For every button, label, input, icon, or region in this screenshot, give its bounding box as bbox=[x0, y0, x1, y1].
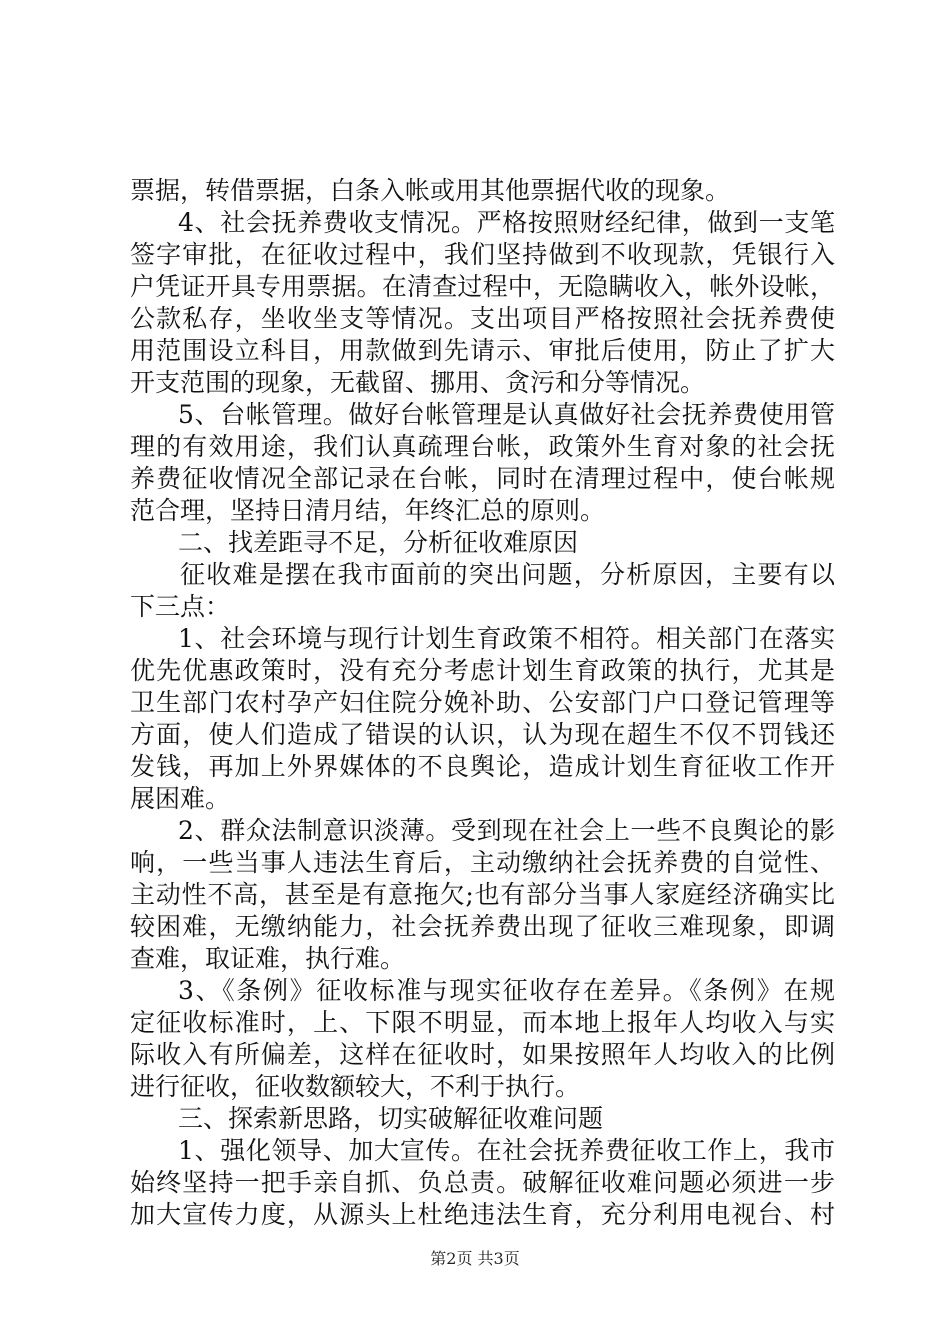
text-line: 签字审批，在征收过程中，我们坚持做到不收现款，凭银行入 bbox=[130, 240, 835, 269]
text-line: 发钱，再加上外界媒体的不良舆论，造成计划生育征收工作开 bbox=[130, 752, 835, 781]
text-line: 1、社会环境与现行计划生育政策不相符。相关部门在落实 bbox=[178, 624, 835, 653]
text-line: 养费征收情况全部记录在台帐，同时在清理过程中，使台帐规 bbox=[130, 464, 835, 493]
page-footer: 第2页 共3页 bbox=[430, 1249, 520, 1268]
text-line: 开支范围的现象，无截留、挪用、贪污和分等情况。 bbox=[130, 368, 706, 397]
text-line: 下三点： bbox=[130, 592, 231, 621]
text-line: 用范围设立科目，用款做到先请示、审批后使用，防止了扩大 bbox=[130, 336, 835, 365]
text-line: 展困难。 bbox=[130, 784, 231, 813]
text-line: 征收难是摆在我市面前的突出问题，分析原因，主要有以 bbox=[180, 560, 835, 589]
text-line: 方面，使人们造成了错误的认识，认为现在超生不仅不罚钱还 bbox=[130, 720, 835, 749]
text-line: 理的有效用途，我们认真疏理台帐，政策外生育对象的社会抚 bbox=[130, 432, 835, 461]
text-line: 始终坚持一把手亲自抓、负总责。破解征收难问题必须进一步 bbox=[130, 1168, 835, 1197]
text-line: 际收入有所偏差，这样在征收时，如果按照年人均收入的比例 bbox=[130, 1040, 835, 1069]
text-line: 公款私存，坐收坐支等情况。支出项目严格按照社会抚养费使 bbox=[130, 304, 835, 333]
section-heading: 三、探索新思路，切实破解征收难问题 bbox=[178, 1104, 604, 1133]
text-line: 查难，取证难，执行难。 bbox=[130, 944, 406, 973]
text-line: 1、强化领导、加大宣传。在社会抚养费征收工作上，我市 bbox=[178, 1136, 835, 1165]
text-line: 2、群众法制意识淡薄。受到现在社会上一些不良舆论的影 bbox=[178, 816, 835, 845]
text-line: 票据，转借票据，白条入帐或用其他票据代收的现象。 bbox=[130, 176, 731, 205]
text-line: 4、社会抚养费收支情况。严格按照财经纪律，做到一支笔 bbox=[178, 208, 835, 237]
text-line: 户凭证开具专用票据。在清查过程中，无隐瞒收入，帐外设帐， bbox=[130, 272, 835, 301]
text-line: 主动性不高，甚至是有意拖欠;也有部分当事人家庭经济确实比 bbox=[130, 880, 835, 909]
text-line: 加大宣传力度，从源头上杜绝违法生育，充分利用电视台、村 bbox=[130, 1200, 835, 1229]
text-line: 响，一些当事人违法生育后，主动缴纳社会抚养费的自觉性、 bbox=[130, 848, 835, 877]
section-heading: 二、找差距寻不足，分析征收难原因 bbox=[178, 528, 579, 557]
text-line: 5、台帐管理。做好台帐管理是认真做好社会抚养费使用管 bbox=[178, 400, 835, 429]
text-line: 3、《条例》征收标准与现实征收存在差异。《条例》在规 bbox=[178, 976, 835, 1005]
text-line: 优先优惠政策时，没有充分考虑计划生育政策的执行，尤其是 bbox=[130, 656, 835, 685]
text-line: 定征收标准时，上、下限不明显，而本地上报年人均收入与实 bbox=[130, 1008, 835, 1037]
text-line: 卫生部门农村孕产妇住院分娩补助、公安部门户口登记管理等 bbox=[130, 688, 835, 717]
text-line: 范合理，坚持日清月结，年终汇总的原则。 bbox=[130, 496, 606, 525]
text-line: 较困难，无缴纳能力，社会抚养费出现了征收三难现象，即调 bbox=[130, 912, 835, 941]
text-line: 进行征收，征收数额较大，不利于执行。 bbox=[130, 1072, 581, 1101]
